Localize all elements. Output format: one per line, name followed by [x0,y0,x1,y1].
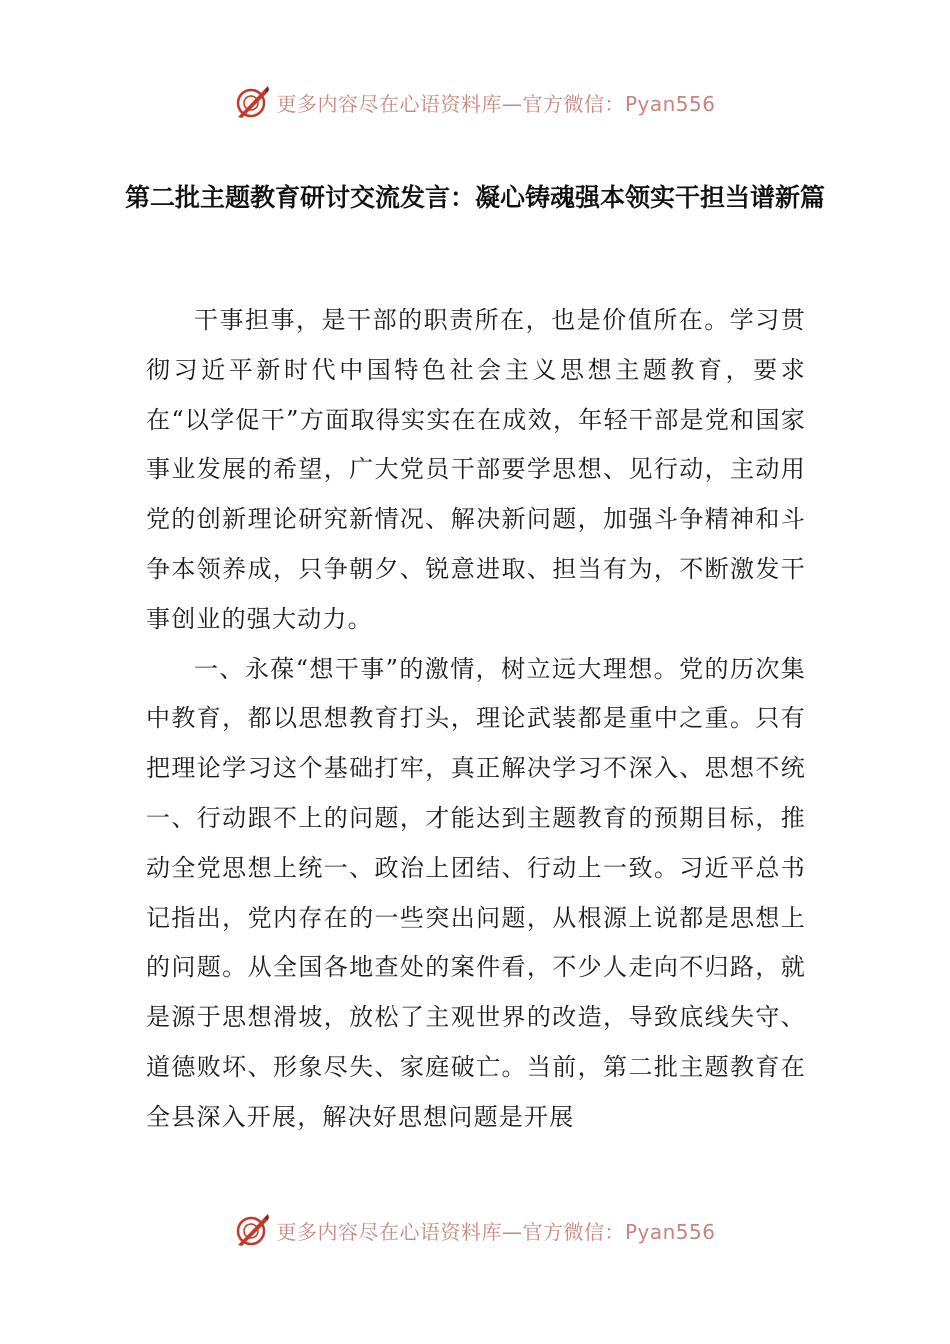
document-body [146,296,806,1143]
footer-banner [0,1208,950,1252]
paragraph-section-one: 一、永葆“想干事”的激情，树立远大理想。党的历次集中教育，都以思想教育打头，理论武装都是重中之重。只有把理论学习这个基础打牢，真正解决学习不深入、思想不统一、行动跟不上的问题，才能达到主题教育的预期目标，推动全党思想上统一、政治上团结、行动上一致。习近平总书记指出，党内存在的一些突出问题，从根源上说都是思想上的问题。从全国各地查处的案件看，不少人走向不归路，就是源于思想滑坡，放松了主观世界的改造，导致底线失守、道德败坏、形象尽失、家庭破亡。当前，第二批主题教育在全县深入开展，解决好思想问题是开展 [146,654,806,1131]
paragraph-intro: 干事担事，是干部的职责所在，也是价值所在。学习贯彻习近平新时代中国特色社会主义思想主题教育，要求在“以学促干”方面取得实实在在成效，年轻干部是党和国家事业发展的希望，广大党员干部要学思想、见行动，主动用党的创新理论研究新情况、解决新问题，加强斗争精神和斗争本领养成，只争朝夕、锐意进取、担当有为，不断激发干事创业的强大动力。 [146,306,806,633]
document-title: 第二批主题教育研讨交流发言：凝心铸魂强本领实干担当谱新篇 [124,183,825,212]
header-banner [0,80,950,124]
pen-in-circle-icon [234,1212,270,1248]
header-banner-text: 更多内容尽在心语资料库—官方微信：Pyan556 [276,91,716,116]
footer-banner-text: 更多内容尽在心语资料库—官方微信：Pyan556 [276,1219,716,1244]
pen-in-circle-icon [234,84,270,120]
